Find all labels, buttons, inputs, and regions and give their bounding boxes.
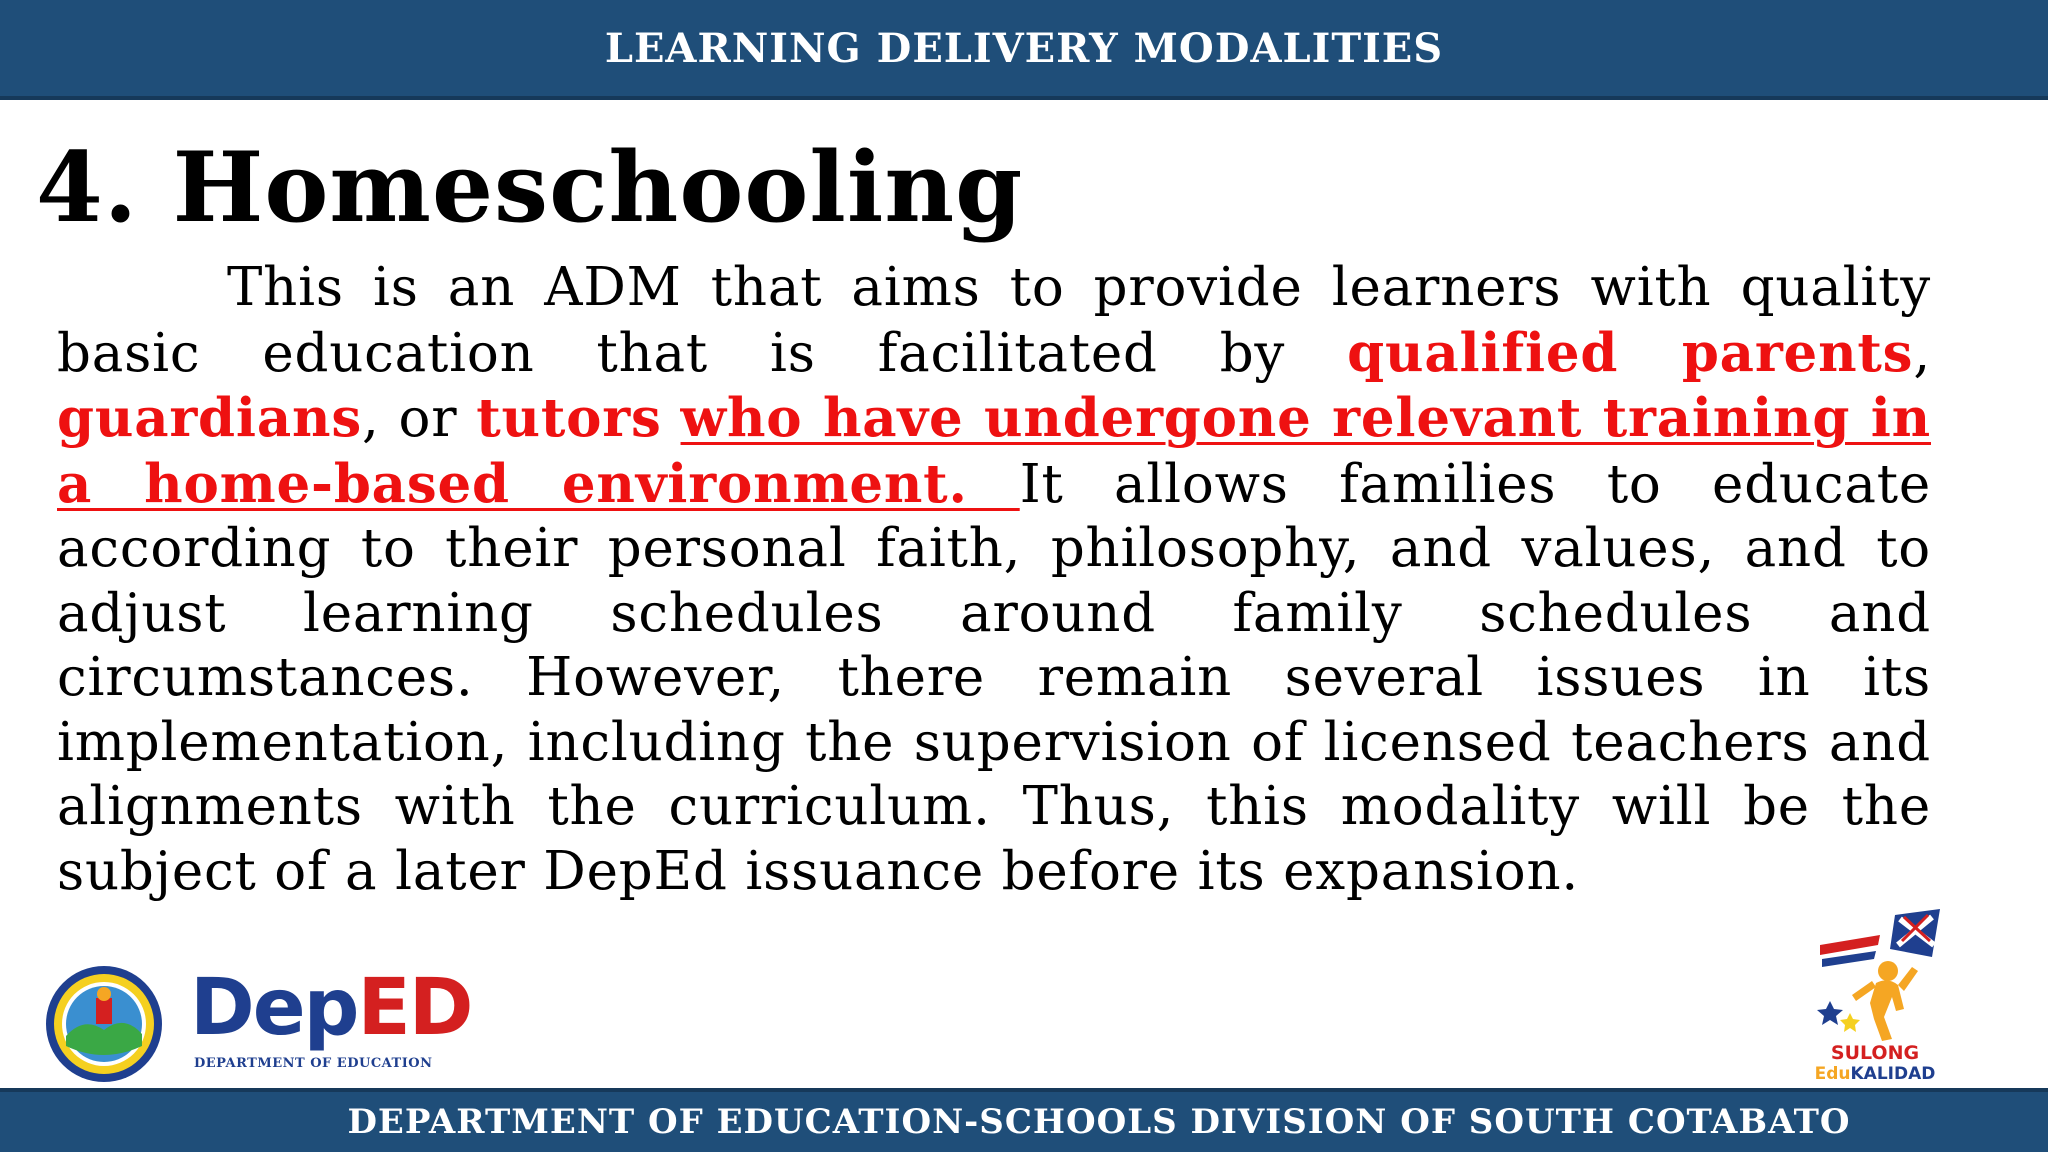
highlight-guardians: guardians [57,387,362,449]
sulong-figure-icon [1800,905,1950,1043]
body-paragraph [57,256,1931,904]
body-text-1: This is an ADM that aims to provide learners with quality basic education that is facilitated by [57,257,1931,384]
highlight-qualified-parents: qualified parents [1347,321,1914,384]
footer-bar [0,1088,2048,1152]
division-seal-logo [44,964,164,1084]
highlight-training-underlined: who have undergone relevant training in a home-based environment. [57,387,1931,515]
deped-subtitle: DEPARTMENT OF EDUCATION [194,1056,433,1071]
header-bar [0,0,2048,100]
edukalidad-text: EduKALIDAD [1814,1064,1936,1084]
sulong-text: SULONG [1830,1042,1920,1064]
deped-wordmark: DepED [190,963,472,1053]
slide-title: 4. Homeschooling [36,131,1024,244]
deped-logo [190,960,472,1080]
header-title: LEARNING DELIVERY MODALITIES [604,24,1444,72]
footer-text: DEPARTMENT OF EDUCATION-SCHOOLS DIVISION OF SOUTH COTABATO [347,1102,1851,1142]
body-text-5: It allows families to educate according to their personal faith, philosophy, and values, and to adjust learning schedules around family schedules and circumstances. However, there remain several issues in its implementation, including the supervision of licensed teachers and alignments with the curriculum. Thus, this modality will be the subject of a later DepEd issuance before its expansion. [57,453,1931,902]
sulong-edukalidad-logo [1800,905,1950,1085]
highlight-tutors: tutors [476,387,662,449]
body-text-2: , [1913,322,1931,384]
body-text-3: , or [361,388,477,449]
body-text-4 [662,388,681,449]
